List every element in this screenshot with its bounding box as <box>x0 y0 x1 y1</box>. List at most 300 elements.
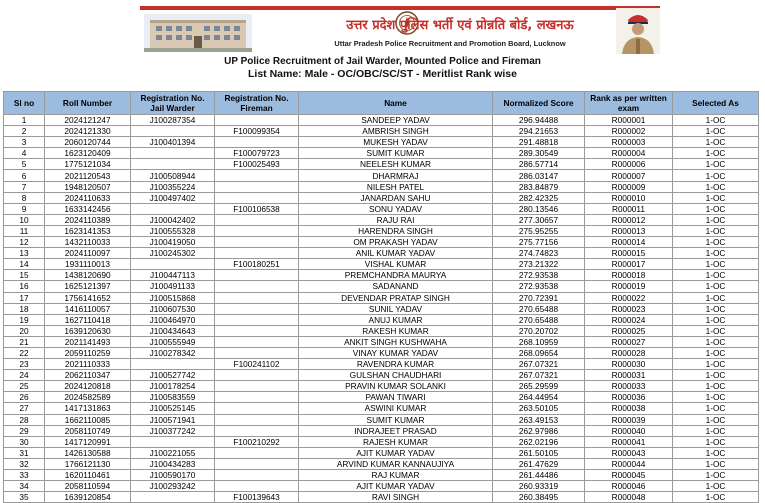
reg-fireman-cell <box>215 392 299 403</box>
sl-no-cell: 35 <box>4 492 45 503</box>
roll-number-cell: 1623120409 <box>45 148 131 159</box>
normalized-score-cell: 263.50105 <box>493 403 585 414</box>
table-row <box>4 370 759 381</box>
name-cell: SUMIT KUMAR <box>299 148 493 159</box>
rank-cell: R000007 <box>585 170 673 181</box>
rank-cell: R000031 <box>585 370 673 381</box>
name-cell: SONU YADAV <box>299 203 493 214</box>
selected-as-cell: 1-OC <box>673 314 759 325</box>
normalized-score-cell: 260.93319 <box>493 481 585 492</box>
name-cell: DHARMRAJ <box>299 170 493 181</box>
table-row <box>4 281 759 292</box>
selected-as-cell: 1-OC <box>673 137 759 148</box>
sl-no-cell: 22 <box>4 347 45 358</box>
rank-cell: R000041 <box>585 436 673 447</box>
normalized-score-cell: 260.38495 <box>493 492 585 503</box>
table-row <box>4 325 759 336</box>
list-name: List Name: Male - OC/OBC/SC/ST - Meritlist Rank wise <box>248 68 517 80</box>
name-cell: ANKIT SINGH KUSHWAHA <box>299 336 493 347</box>
roll-number-cell: 2024110633 <box>45 192 131 203</box>
normalized-score-cell: 286.57714 <box>493 159 585 170</box>
reg-fireman-cell <box>215 425 299 436</box>
column-header-reg-jail-warder: Registration No. Jail Warder <box>131 92 215 115</box>
reg-fireman-cell <box>215 225 299 236</box>
name-cell: OM PRAKASH YADAV <box>299 237 493 248</box>
roll-number-cell: 1639120854 <box>45 492 131 503</box>
reg-fireman-cell <box>215 381 299 392</box>
normalized-score-cell: 296.94488 <box>493 115 585 126</box>
name-cell: RAVENDRA KUMAR <box>299 359 493 370</box>
sl-no-cell: 29 <box>4 425 45 436</box>
sl-no-cell: 21 <box>4 336 45 347</box>
reg-fireman-cell: F100180251 <box>215 259 299 270</box>
reg-fireman-cell: F100210292 <box>215 436 299 447</box>
roll-number-cell: 2024121247 <box>45 115 131 126</box>
sl-no-cell: 11 <box>4 225 45 236</box>
table-row <box>4 447 759 458</box>
selected-as-cell: 1-OC <box>673 470 759 481</box>
roll-number-cell: 1948120507 <box>45 181 131 192</box>
reg-jail-warder-cell: J100527742 <box>131 370 215 381</box>
selected-as-cell: 1-OC <box>673 259 759 270</box>
selected-as-cell: 1-OC <box>673 115 759 126</box>
rank-cell: R000036 <box>585 392 673 403</box>
reg-fireman-cell <box>215 458 299 469</box>
name-cell: PRAVIN KUMAR SOLANKI <box>299 381 493 392</box>
roll-number-cell: 2024120818 <box>45 381 131 392</box>
table-row <box>4 237 759 248</box>
name-cell: RAJESH KUMAR <box>299 436 493 447</box>
name-cell: PREMCHANDRA MAURYA <box>299 270 493 281</box>
normalized-score-cell: 262.97986 <box>493 425 585 436</box>
board-name-english: Uttar Pradesh Police Recruitment and Promotion Board, Lucknow <box>334 39 566 48</box>
name-cell: JANARDAN SAHU <box>299 192 493 203</box>
normalized-score-cell: 268.09654 <box>493 347 585 358</box>
sl-no-cell: 26 <box>4 392 45 403</box>
roll-number-cell: 1438120690 <box>45 270 131 281</box>
list-title-block <box>0 56 765 80</box>
rank-cell: R000009 <box>585 181 673 192</box>
name-cell: NILESH PATEL <box>299 181 493 192</box>
reg-fireman-cell <box>215 214 299 225</box>
reg-fireman-cell <box>215 325 299 336</box>
sl-no-cell: 7 <box>4 181 45 192</box>
sl-no-cell: 19 <box>4 314 45 325</box>
roll-number-cell: 2059110259 <box>45 347 131 358</box>
reg-fireman-cell <box>215 347 299 358</box>
normalized-score-cell: 270.72391 <box>493 292 585 303</box>
reg-fireman-cell: F100139643 <box>215 492 299 503</box>
name-cell: ARVIND KUMAR KANNAUJIYA <box>299 458 493 469</box>
name-cell: VINAY KUMAR YADAV <box>299 347 493 358</box>
name-cell: ASWINI KUMAR <box>299 403 493 414</box>
board-name-hindi: उत्तर प्रदेश पुलिस भर्ती एवं प्रोन्नति बोर्ड, लखनऊ <box>346 18 574 33</box>
selected-as-cell: 1-OC <box>673 203 759 214</box>
sl-no-cell: 25 <box>4 381 45 392</box>
reg-fireman-cell: F100079723 <box>215 148 299 159</box>
table-row <box>4 203 759 214</box>
column-header-reg-fireman: Registration No. Fireman <box>215 92 299 115</box>
table-row <box>4 492 759 503</box>
rank-cell: R000033 <box>585 381 673 392</box>
roll-number-cell: 1931110013 <box>45 259 131 270</box>
normalized-score-cell: 263.49153 <box>493 414 585 425</box>
name-cell: INDRAJEET PRASAD <box>299 425 493 436</box>
normalized-score-cell: 272.93538 <box>493 281 585 292</box>
reg-jail-warder-cell: J100555949 <box>131 336 215 347</box>
sl-no-cell: 4 <box>4 148 45 159</box>
selected-as-cell: 1-OC <box>673 159 759 170</box>
table-header-row <box>4 92 759 115</box>
reg-fireman-cell <box>215 370 299 381</box>
table-row <box>4 248 759 259</box>
normalized-score-cell: 280.13546 <box>493 203 585 214</box>
selected-as-cell: 1-OC <box>673 414 759 425</box>
reg-jail-warder-cell: J100571941 <box>131 414 215 425</box>
merit-list-table <box>3 91 759 503</box>
table-row <box>4 336 759 347</box>
name-cell: SADANAND <box>299 281 493 292</box>
rank-cell: R000019 <box>585 281 673 292</box>
roll-number-cell: 2021110333 <box>45 359 131 370</box>
sl-no-cell: 32 <box>4 458 45 469</box>
table-row <box>4 470 759 481</box>
name-cell: RAJ KUMAR <box>299 470 493 481</box>
reg-jail-warder-cell: J100401394 <box>131 137 215 148</box>
name-cell: AJIT KUMAR YADAV <box>299 447 493 458</box>
table-row <box>4 381 759 392</box>
table-row <box>4 159 759 170</box>
reg-jail-warder-cell: J100447113 <box>131 270 215 281</box>
sl-no-cell: 12 <box>4 237 45 248</box>
reg-jail-warder-cell: J100042402 <box>131 214 215 225</box>
table-row <box>4 170 759 181</box>
name-cell: ANIL KUMAR YADAV <box>299 248 493 259</box>
table-row <box>4 214 759 225</box>
roll-number-cell: 1432110033 <box>45 237 131 248</box>
reg-jail-warder-cell: J100464970 <box>131 314 215 325</box>
selected-as-cell: 1-OC <box>673 270 759 281</box>
selected-as-cell: 1-OC <box>673 126 759 137</box>
roll-number-cell: 2060120744 <box>45 137 131 148</box>
name-cell: AJIT KUMAR YADAV <box>299 481 493 492</box>
roll-number-cell: 1416110057 <box>45 303 131 314</box>
column-header-name: Name <box>299 92 493 115</box>
sl-no-cell: 3 <box>4 137 45 148</box>
sl-no-cell: 34 <box>4 481 45 492</box>
roll-number-cell: 2021141493 <box>45 336 131 347</box>
roll-number-cell: 1662110085 <box>45 414 131 425</box>
reg-jail-warder-cell: J100419050 <box>131 237 215 248</box>
reg-fireman-cell <box>215 470 299 481</box>
selected-as-cell: 1-OC <box>673 325 759 336</box>
name-cell: VISHAL KUMAR <box>299 259 493 270</box>
selected-as-cell: 1-OC <box>673 192 759 203</box>
roll-number-cell: 2058110749 <box>45 425 131 436</box>
reg-jail-warder-cell: J100555328 <box>131 225 215 236</box>
selected-as-cell: 1-OC <box>673 392 759 403</box>
table-row <box>4 458 759 469</box>
rank-cell: R000004 <box>585 148 673 159</box>
roll-number-cell: 1417120991 <box>45 436 131 447</box>
selected-as-cell: 1-OC <box>673 447 759 458</box>
column-header-roll-number: Roll Number <box>45 92 131 115</box>
roll-number-cell: 1756141652 <box>45 292 131 303</box>
name-cell: RAVI SINGH <box>299 492 493 503</box>
table-row <box>4 225 759 236</box>
reg-jail-warder-cell <box>131 259 215 270</box>
reg-fireman-cell <box>215 237 299 248</box>
reg-jail-warder-cell <box>131 148 215 159</box>
sl-no-cell: 1 <box>4 115 45 126</box>
rank-cell: R000017 <box>585 259 673 270</box>
normalized-score-cell: 267.07321 <box>493 370 585 381</box>
selected-as-cell: 1-OC <box>673 381 759 392</box>
table-row <box>4 392 759 403</box>
reg-jail-warder-cell: J100245302 <box>131 248 215 259</box>
rank-cell: R000040 <box>585 425 673 436</box>
roll-number-cell: 2021120543 <box>45 170 131 181</box>
normalized-score-cell: 270.20702 <box>493 325 585 336</box>
table-row <box>4 359 759 370</box>
reg-jail-warder-cell: J100377242 <box>131 425 215 436</box>
roll-number-cell: 1627110418 <box>45 314 131 325</box>
reg-fireman-cell <box>215 303 299 314</box>
rank-cell: R000011 <box>585 203 673 214</box>
rank-cell: R000002 <box>585 126 673 137</box>
sl-no-cell: 17 <box>4 292 45 303</box>
reg-fireman-cell <box>215 248 299 259</box>
reg-jail-warder-cell: J100287354 <box>131 115 215 126</box>
rank-cell: R000022 <box>585 292 673 303</box>
roll-number-cell: 1623141353 <box>45 225 131 236</box>
sl-no-cell: 30 <box>4 436 45 447</box>
selected-as-cell: 1-OC <box>673 436 759 447</box>
rank-cell: R000044 <box>585 458 673 469</box>
rank-cell: R000024 <box>585 314 673 325</box>
rank-cell: R000006 <box>585 159 673 170</box>
rank-cell: R000025 <box>585 325 673 336</box>
sl-no-cell: 27 <box>4 403 45 414</box>
name-cell: GULSHAN CHAUDHARI <box>299 370 493 381</box>
rank-cell: R000014 <box>585 237 673 248</box>
table-row <box>4 347 759 358</box>
roll-number-cell: 1766121130 <box>45 458 131 469</box>
selected-as-cell: 1-OC <box>673 370 759 381</box>
selected-as-cell: 1-OC <box>673 359 759 370</box>
sl-no-cell: 2 <box>4 126 45 137</box>
name-cell: SUNIL YADAV <box>299 303 493 314</box>
reg-fireman-cell: F100025493 <box>215 159 299 170</box>
table-row <box>4 292 759 303</box>
normalized-score-cell: 294.21653 <box>493 126 585 137</box>
roll-number-cell: 1417131863 <box>45 403 131 414</box>
table-row <box>4 414 759 425</box>
selected-as-cell: 1-OC <box>673 237 759 248</box>
reg-jail-warder-cell: J100278342 <box>131 347 215 358</box>
selected-as-cell: 1-OC <box>673 292 759 303</box>
rank-cell: R000045 <box>585 470 673 481</box>
reg-fireman-cell <box>215 292 299 303</box>
rank-cell: R000023 <box>585 303 673 314</box>
sl-no-cell: 9 <box>4 203 45 214</box>
table-row <box>4 259 759 270</box>
normalized-score-cell: 291.48818 <box>493 137 585 148</box>
table-row <box>4 436 759 447</box>
headquarters-building-image <box>144 14 252 52</box>
sl-no-cell: 23 <box>4 359 45 370</box>
roll-number-cell: 2062110347 <box>45 370 131 381</box>
reg-fireman-cell <box>215 170 299 181</box>
reg-fireman-cell: F100106538 <box>215 203 299 214</box>
reg-fireman-cell <box>215 447 299 458</box>
sl-no-cell: 8 <box>4 192 45 203</box>
roll-number-cell: 1775121034 <box>45 159 131 170</box>
reg-jail-warder-cell: J100434283 <box>131 458 215 469</box>
sl-no-cell: 24 <box>4 370 45 381</box>
column-header-sl-no: Sl no <box>4 92 45 115</box>
column-header-selected-as: Selected As <box>673 92 759 115</box>
table-row <box>4 192 759 203</box>
roll-number-cell: 2024582589 <box>45 392 131 403</box>
reg-fireman-cell <box>215 137 299 148</box>
reg-fireman-cell: F100099354 <box>215 126 299 137</box>
header-banner <box>140 6 660 54</box>
rank-cell: R000030 <box>585 359 673 370</box>
selected-as-cell: 1-OC <box>673 148 759 159</box>
rank-cell: R000012 <box>585 214 673 225</box>
rank-cell: R000046 <box>585 481 673 492</box>
reg-jail-warder-cell: J100355224 <box>131 181 215 192</box>
normalized-score-cell: 282.42325 <box>493 192 585 203</box>
roll-number-cell: 1633142456 <box>45 203 131 214</box>
reg-jail-warder-cell: J100178254 <box>131 381 215 392</box>
name-cell: SANDEEP YADAV <box>299 115 493 126</box>
normalized-score-cell: 267.07321 <box>493 359 585 370</box>
normalized-score-cell: 265.29599 <box>493 381 585 392</box>
normalized-score-cell: 261.47629 <box>493 458 585 469</box>
table-row <box>4 181 759 192</box>
table-row <box>4 425 759 436</box>
selected-as-cell: 1-OC <box>673 303 759 314</box>
reg-fireman-cell <box>215 414 299 425</box>
roll-number-cell: 2024110097 <box>45 248 131 259</box>
police-officer-image <box>616 8 660 54</box>
sl-no-cell: 14 <box>4 259 45 270</box>
table-row <box>4 148 759 159</box>
reg-jail-warder-cell <box>131 359 215 370</box>
selected-as-cell: 1-OC <box>673 425 759 436</box>
reg-fireman-cell <box>215 403 299 414</box>
name-cell: RAJU RAI <box>299 214 493 225</box>
normalized-score-cell: 264.44954 <box>493 392 585 403</box>
reg-fireman-cell <box>215 192 299 203</box>
normalized-score-cell: 289.30549 <box>493 148 585 159</box>
selected-as-cell: 1-OC <box>673 281 759 292</box>
reg-jail-warder-cell: J100508944 <box>131 170 215 181</box>
table-row <box>4 126 759 137</box>
reg-fireman-cell <box>215 181 299 192</box>
selected-as-cell: 1-OC <box>673 336 759 347</box>
reg-jail-warder-cell: J100491133 <box>131 281 215 292</box>
column-header-normalized-score: Normalized Score <box>493 92 585 115</box>
normalized-score-cell: 261.44486 <box>493 470 585 481</box>
rank-cell: R000039 <box>585 414 673 425</box>
rank-cell: R000013 <box>585 225 673 236</box>
roll-number-cell: 2024110389 <box>45 214 131 225</box>
table-row <box>4 270 759 281</box>
selected-as-cell: 1-OC <box>673 492 759 503</box>
sl-no-cell: 28 <box>4 414 45 425</box>
normalized-score-cell: 270.65488 <box>493 314 585 325</box>
sl-no-cell: 6 <box>4 170 45 181</box>
normalized-score-cell: 262.02196 <box>493 436 585 447</box>
selected-as-cell: 1-OC <box>673 481 759 492</box>
reg-fireman-cell <box>215 281 299 292</box>
reg-jail-warder-cell <box>131 126 215 137</box>
sl-no-cell: 33 <box>4 470 45 481</box>
reg-fireman-cell <box>215 314 299 325</box>
name-cell: AMBRISH SINGH <box>299 126 493 137</box>
column-header-rank: Rank as per written exam <box>585 92 673 115</box>
normalized-score-cell: 275.95255 <box>493 225 585 236</box>
reg-fireman-cell <box>215 115 299 126</box>
name-cell: ANUJ KUMAR <box>299 314 493 325</box>
normalized-score-cell: 275.77156 <box>493 237 585 248</box>
recruitment-title: UP Police Recruitment of Jail Warder, Mounted Police and Fireman <box>224 56 541 67</box>
reg-fireman-cell: F100241102 <box>215 359 299 370</box>
normalized-score-cell: 273.21322 <box>493 259 585 270</box>
table-row <box>4 303 759 314</box>
name-cell: NEELESH KUMAR <box>299 159 493 170</box>
sl-no-cell: 15 <box>4 270 45 281</box>
normalized-score-cell: 286.03147 <box>493 170 585 181</box>
roll-number-cell: 1426130588 <box>45 447 131 458</box>
sl-no-cell: 20 <box>4 325 45 336</box>
reg-fireman-cell <box>215 481 299 492</box>
reg-jail-warder-cell: J100497402 <box>131 192 215 203</box>
roll-number-cell: 2024121330 <box>45 126 131 137</box>
rank-cell: R000018 <box>585 270 673 281</box>
selected-as-cell: 1-OC <box>673 347 759 358</box>
table-row <box>4 137 759 148</box>
sl-no-cell: 5 <box>4 159 45 170</box>
normalized-score-cell: 272.93538 <box>493 270 585 281</box>
table-row <box>4 115 759 126</box>
roll-number-cell: 1620110461 <box>45 470 131 481</box>
selected-as-cell: 1-OC <box>673 225 759 236</box>
selected-as-cell: 1-OC <box>673 214 759 225</box>
reg-jail-warder-cell: J100293242 <box>131 481 215 492</box>
rank-cell: R000010 <box>585 192 673 203</box>
reg-jail-warder-cell: J100515868 <box>131 292 215 303</box>
sl-no-cell: 31 <box>4 447 45 458</box>
normalized-score-cell: 283.84879 <box>493 181 585 192</box>
rank-cell: R000015 <box>585 248 673 259</box>
name-cell: HARENDRA SINGH <box>299 225 493 236</box>
name-cell: DEVENDAR PRATAP SINGH <box>299 292 493 303</box>
normalized-score-cell: 277.30657 <box>493 214 585 225</box>
table-row <box>4 481 759 492</box>
rank-cell: R000001 <box>585 115 673 126</box>
sl-no-cell: 13 <box>4 248 45 259</box>
name-cell: SUMIT KUMAR <box>299 414 493 425</box>
reg-jail-warder-cell <box>131 159 215 170</box>
sl-no-cell: 10 <box>4 214 45 225</box>
rank-cell: R000038 <box>585 403 673 414</box>
name-cell: RAKESH KUMAR <box>299 325 493 336</box>
name-cell: MUKESH YADAV <box>299 137 493 148</box>
